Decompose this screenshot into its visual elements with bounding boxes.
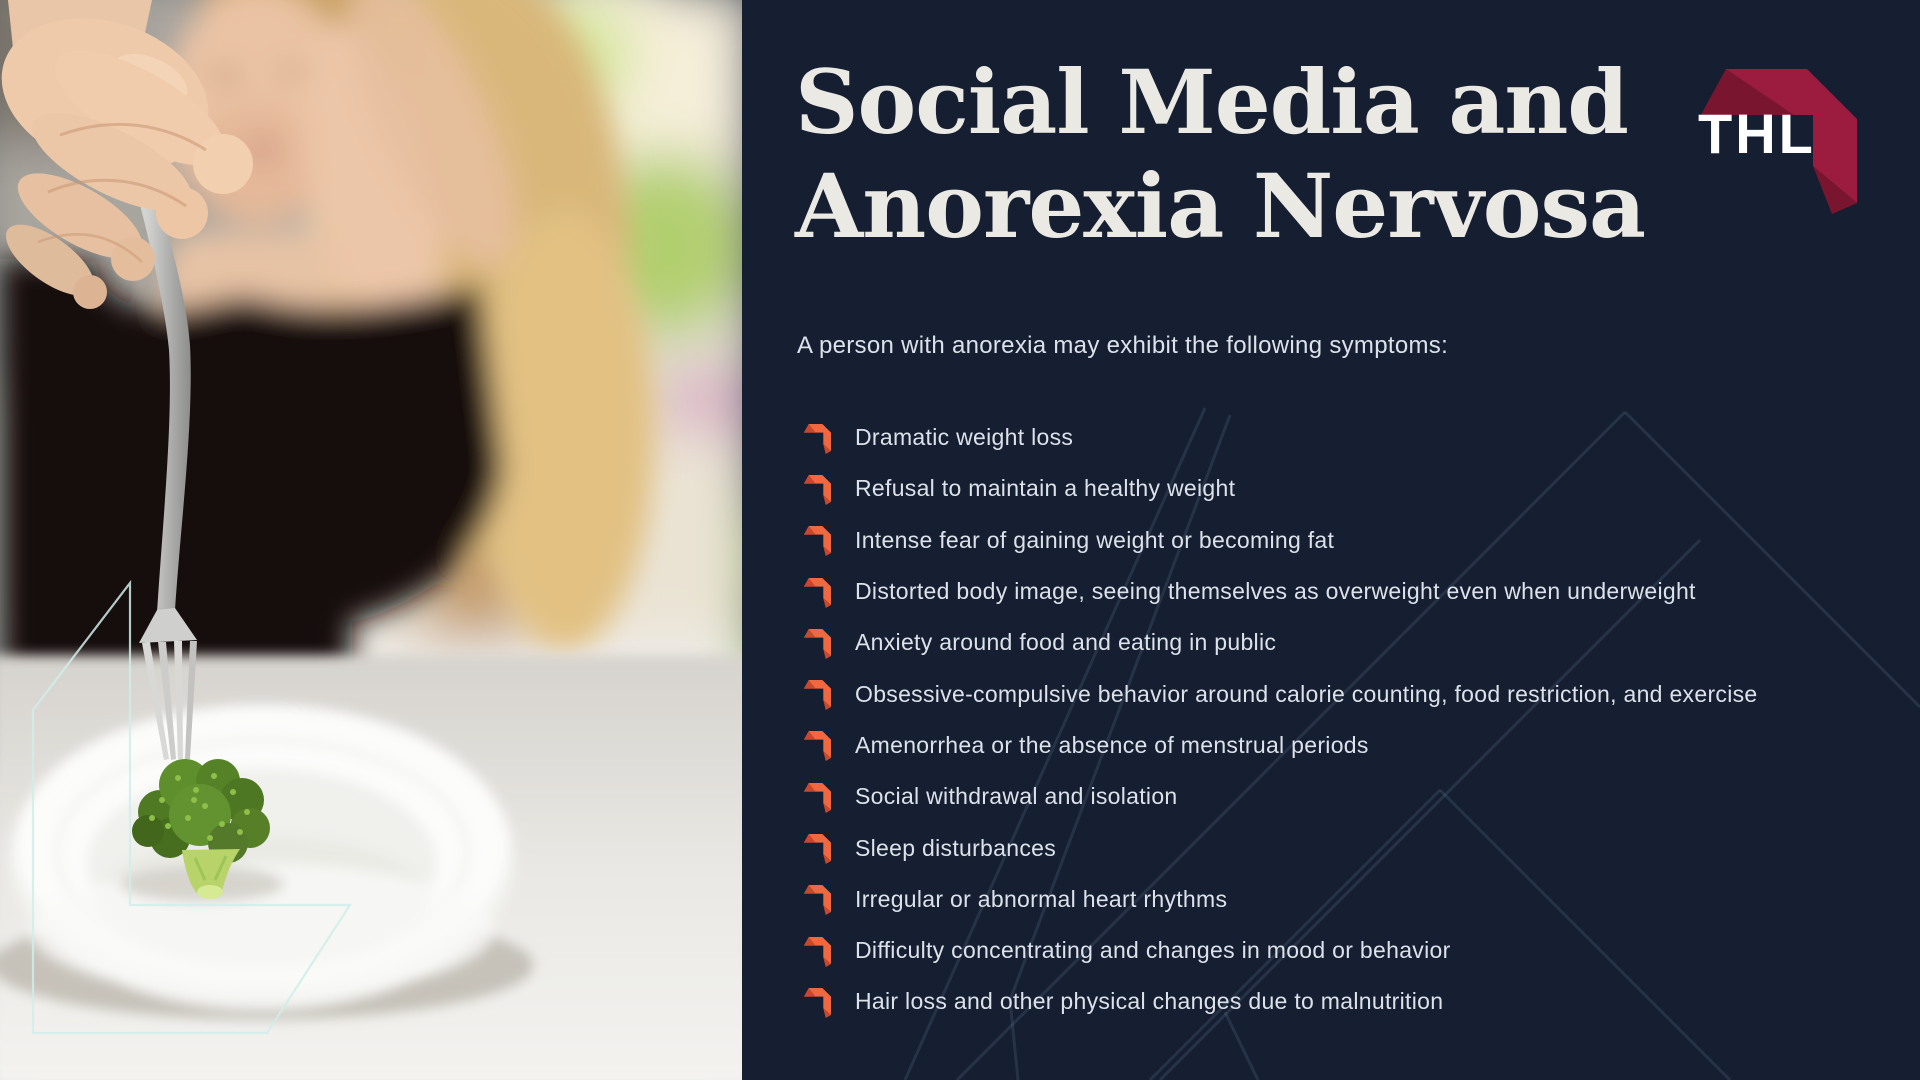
- arrow-bullet-icon: [803, 883, 832, 915]
- arrow-bullet-icon: [803, 678, 832, 710]
- symptom-item: [803, 515, 1913, 566]
- photo-woman-with-fork: [0, 0, 742, 1080]
- page-title: [795, 50, 1695, 258]
- symptom-item: [803, 771, 1913, 822]
- symptom-list: [803, 412, 1913, 1028]
- symptom-text: Difficulty concentrating and changes in mood or behavior: [855, 937, 1451, 964]
- arrow-bullet-icon: [803, 935, 832, 967]
- symptom-item: [803, 720, 1913, 771]
- title-line-1: Social Media and: [795, 50, 1628, 154]
- symptom-item: [803, 617, 1913, 668]
- arrow-bullet-icon: [803, 524, 832, 556]
- symptom-text: Anxiety around food and eating in public: [855, 629, 1277, 656]
- arrow-bullet-icon: [803, 832, 832, 864]
- symptom-item: [803, 925, 1913, 976]
- arrow-bullet-icon: [803, 576, 832, 608]
- symptom-item: [803, 668, 1913, 719]
- info-panel: [742, 0, 1920, 1080]
- symptom-item: [803, 822, 1913, 873]
- symptom-text: Intense fear of gaining weight or becoming fat: [855, 526, 1335, 553]
- arrow-bullet-icon: [803, 422, 832, 454]
- symptom-item: [803, 412, 1913, 463]
- arrow-bullet-icon: [803, 627, 832, 659]
- thl-logo: [1698, 62, 1864, 214]
- symptom-text: Distorted body image, seeing themselves as overweight even when underweight: [855, 578, 1696, 605]
- symptom-text: Hair loss and other physical changes due to malnutrition: [855, 988, 1444, 1015]
- photo-illustration: [0, 0, 742, 1080]
- symptom-item: [803, 463, 1913, 514]
- logo-text: THL: [1698, 102, 1816, 165]
- symptom-text: Irregular or abnormal heart rhythms: [855, 885, 1228, 912]
- symptom-item: [803, 874, 1913, 925]
- symptom-text: Obsessive-compulsive behavior around calorie counting, food restriction, and exercise: [855, 680, 1758, 707]
- symptom-text: Refusal to maintain a healthy weight: [855, 475, 1236, 502]
- symptom-text: Sleep disturbances: [855, 834, 1057, 861]
- arrow-bullet-icon: [803, 729, 832, 761]
- symptom-item: [803, 566, 1913, 617]
- arrow-bullet-icon: [803, 986, 832, 1018]
- symptom-item: [803, 976, 1913, 1027]
- title-line-2: Anorexia Nervosa: [795, 154, 1646, 258]
- table-and-plate: [0, 655, 742, 1080]
- symptom-text: Dramatic weight loss: [855, 424, 1074, 451]
- arrow-bullet-icon: [803, 781, 832, 813]
- symptom-text: Amenorrhea or the absence of menstrual periods: [855, 731, 1369, 758]
- symptom-text: Social withdrawal and isolation: [855, 783, 1178, 810]
- arrow-bullet-icon: [803, 473, 832, 505]
- intro-text: A person with anorexia may exhibit the following symptoms:: [797, 332, 1449, 359]
